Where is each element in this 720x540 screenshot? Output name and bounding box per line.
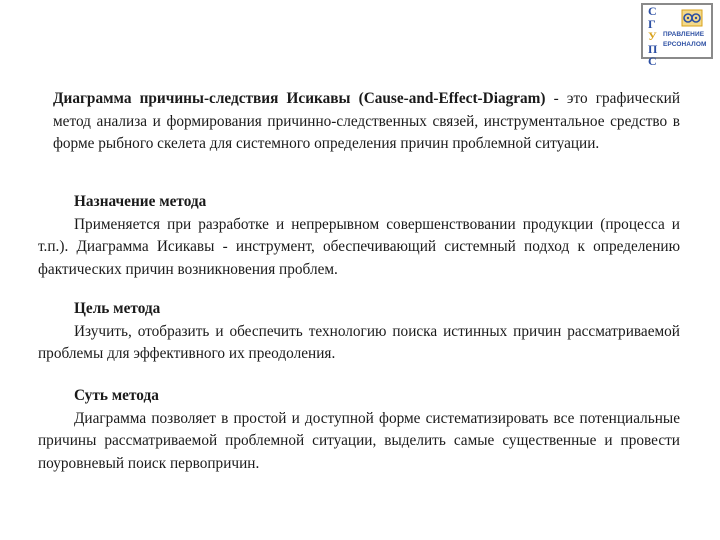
gear-emblem-icon: [681, 9, 703, 27]
logo-text-line: ЕРСОНАЛОМ: [663, 41, 707, 48]
logo-text-line: ПРАВЛЕНИЕ: [663, 31, 705, 38]
logo-letter: Г: [648, 16, 656, 31]
logo-letter: С: [648, 54, 657, 68]
intro-lead: Диаграмма причины-следствия Исикавы (Cause-and-Effect-Diagram): [53, 90, 546, 107]
logo-letter: У: [648, 29, 657, 43]
logo-vertical-letters: [648, 5, 660, 68]
intro-paragraph: [53, 88, 680, 156]
section-body: Изучить, отобразить и обеспечить технологию поиска истинных причин рассматриваемой проблемы для эффективного их преодоления.: [38, 322, 680, 362]
section-heading: Цель метода: [74, 300, 161, 317]
organization-logo: [641, 3, 713, 68]
section-heading: Суть метода: [74, 387, 159, 404]
section-heading: Назначение метода: [74, 193, 207, 210]
section-body: Применяется при разработке и непрерывном совершенствовании продукции (процесса и т.п.). Диаграмма Исикавы - инструмент, обеспечивающий системный подход к определению фактических причин возникновения проблем.: [38, 215, 680, 278]
logo-letter: П: [648, 41, 658, 56]
section-purpose: [38, 191, 680, 281]
section-goal: [38, 298, 680, 366]
intro-text: - это графический метод анализа и формирования причинно-следственных связей, инструментальное средство в форме рыбного скелета для системного определения причин проблемной ситуации.: [53, 90, 681, 152]
section-essence: [38, 385, 680, 475]
logo-letter: С: [648, 4, 657, 18]
section-body: Диаграмма позволяет в простой и доступной форме систематизировать все потенциальные причины рассматриваемой проблемной ситуации, выделить самые существенные и провести поуровневый поиск первопричин.: [38, 409, 680, 472]
